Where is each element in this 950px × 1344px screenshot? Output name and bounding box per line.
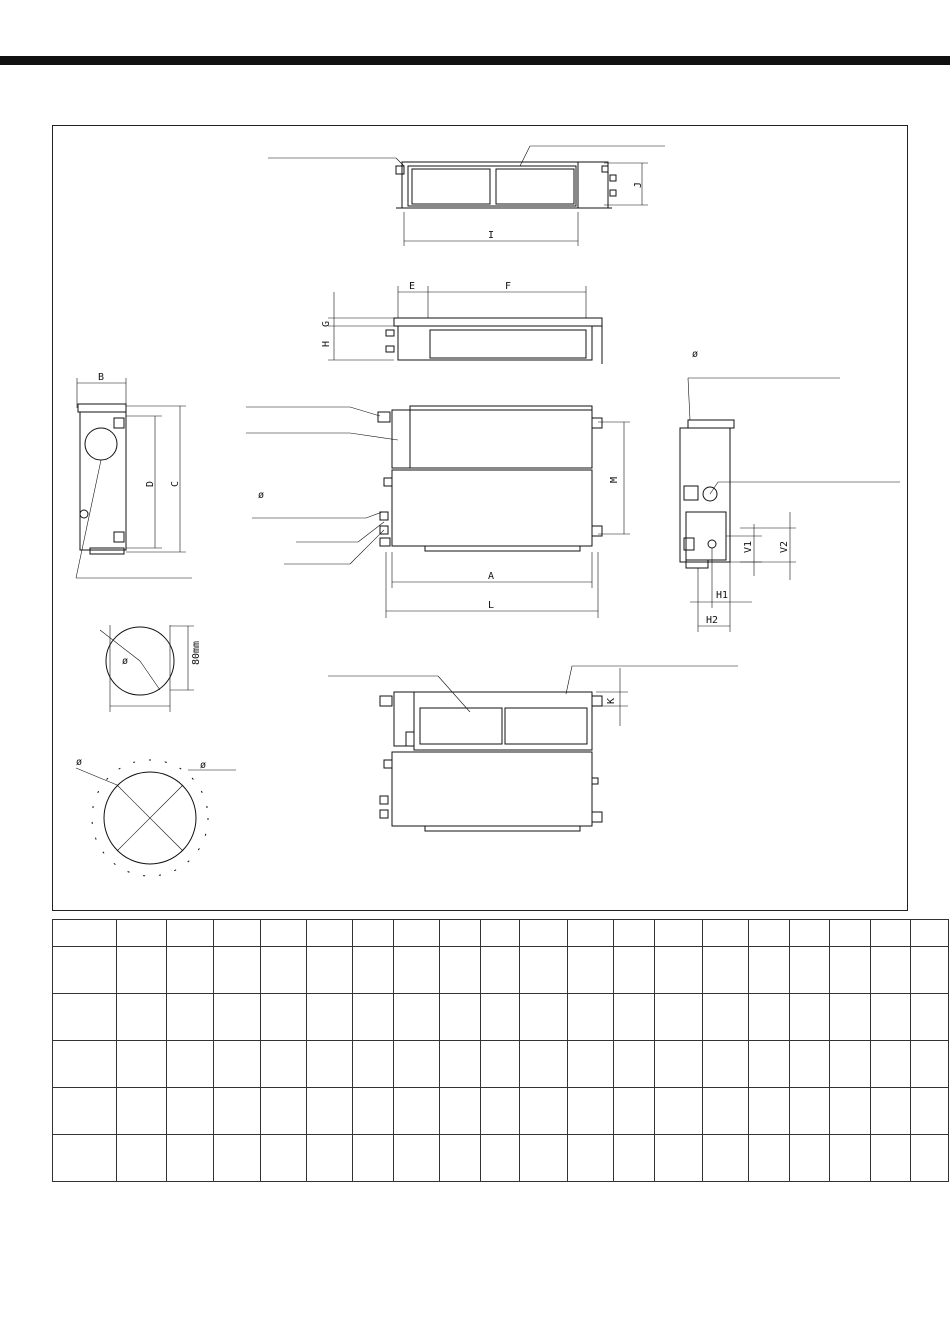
diameter-label-outlet: ø bbox=[258, 490, 265, 501]
table-row bbox=[53, 994, 949, 1041]
dim-label-i: I bbox=[488, 230, 495, 241]
table-cell bbox=[911, 920, 949, 947]
side-elevation-view bbox=[321, 281, 602, 364]
table-cell bbox=[440, 920, 481, 947]
dim-label-d: D bbox=[145, 480, 156, 487]
dim-label-l: L bbox=[488, 600, 495, 611]
table-cell bbox=[440, 1041, 481, 1088]
table-cell bbox=[568, 1135, 614, 1182]
dim-label-h1: H1 bbox=[716, 590, 729, 601]
dim-label-v2: V2 bbox=[779, 540, 790, 553]
dim-label-g: G bbox=[321, 320, 332, 327]
table-cell bbox=[117, 1088, 167, 1135]
table-cell bbox=[790, 994, 830, 1041]
table-cell bbox=[481, 1041, 520, 1088]
table-cell bbox=[307, 1135, 353, 1182]
table-cell bbox=[520, 1088, 568, 1135]
table-cell bbox=[261, 1135, 307, 1182]
table-cell bbox=[481, 1135, 520, 1182]
table-cell bbox=[655, 1088, 703, 1135]
table-cell bbox=[167, 1041, 214, 1088]
dim-label-j: J bbox=[633, 181, 644, 188]
table-cell bbox=[655, 1135, 703, 1182]
table-cell bbox=[167, 1135, 214, 1182]
diameter-label-drain: ø bbox=[692, 349, 699, 360]
table-cell bbox=[568, 947, 614, 994]
dim-label-h: H bbox=[321, 340, 332, 347]
table-cell bbox=[568, 1088, 614, 1135]
table-cell bbox=[568, 1041, 614, 1088]
table-cell bbox=[394, 994, 440, 1041]
dim-label-b: B bbox=[98, 372, 105, 383]
right-side-view bbox=[680, 349, 900, 632]
left-side-view bbox=[76, 372, 192, 578]
table-row bbox=[53, 947, 949, 994]
table-cell bbox=[117, 920, 167, 947]
table-cell bbox=[520, 947, 568, 994]
table-cell bbox=[261, 1088, 307, 1135]
table-cell bbox=[614, 1135, 655, 1182]
dim-label-m: M bbox=[609, 476, 620, 483]
table-cell bbox=[307, 994, 353, 1041]
table-cell bbox=[117, 1041, 167, 1088]
table-cell bbox=[353, 994, 394, 1041]
table-cell bbox=[790, 947, 830, 994]
table-cell bbox=[214, 1088, 261, 1135]
table-cell bbox=[307, 947, 353, 994]
table-cell bbox=[614, 920, 655, 947]
table-cell bbox=[167, 920, 214, 947]
bottom-filter-view bbox=[328, 666, 738, 831]
table-cell bbox=[117, 947, 167, 994]
table-cell bbox=[307, 1088, 353, 1135]
table-cell bbox=[568, 920, 614, 947]
table-cell bbox=[614, 1041, 655, 1088]
table-cell bbox=[353, 1088, 394, 1135]
table-cell bbox=[614, 947, 655, 994]
table-cell bbox=[394, 920, 440, 947]
table-row bbox=[53, 1135, 949, 1182]
table-cell bbox=[911, 947, 949, 994]
table-cell bbox=[481, 947, 520, 994]
dim-label-h2: H2 bbox=[706, 615, 719, 626]
table-cell bbox=[53, 1088, 117, 1135]
table-cell bbox=[394, 947, 440, 994]
table-cell bbox=[830, 947, 871, 994]
table-cell bbox=[911, 994, 949, 1041]
table-cell bbox=[117, 1135, 167, 1182]
table-cell bbox=[214, 1041, 261, 1088]
duct-height-label: 80mm bbox=[191, 640, 202, 665]
table-cell bbox=[53, 1135, 117, 1182]
table-cell bbox=[353, 920, 394, 947]
table-cell bbox=[703, 1041, 749, 1088]
diameter-label-outer: ø bbox=[76, 757, 83, 768]
table-cell bbox=[440, 1135, 481, 1182]
table-cell bbox=[53, 920, 117, 947]
dim-label-f: F bbox=[505, 281, 512, 292]
table-cell bbox=[749, 947, 790, 994]
table-cell bbox=[830, 920, 871, 947]
table-cell bbox=[830, 1041, 871, 1088]
table-cell bbox=[214, 947, 261, 994]
table-cell bbox=[481, 994, 520, 1041]
table-cell bbox=[703, 920, 749, 947]
table-cell bbox=[440, 1088, 481, 1135]
top-filter-view bbox=[268, 146, 665, 246]
table-cell bbox=[353, 1041, 394, 1088]
table-cell bbox=[481, 1088, 520, 1135]
large-flange-view bbox=[76, 757, 236, 876]
table-cell bbox=[520, 994, 568, 1041]
table-cell bbox=[655, 994, 703, 1041]
dim-label-a: A bbox=[488, 571, 495, 582]
table-cell bbox=[261, 920, 307, 947]
dim-label-e: E bbox=[409, 281, 416, 292]
table-cell bbox=[481, 920, 520, 947]
table-cell bbox=[871, 1041, 911, 1088]
table-cell bbox=[614, 994, 655, 1041]
table-cell bbox=[614, 1088, 655, 1135]
table-cell bbox=[790, 1041, 830, 1088]
table-cell bbox=[655, 947, 703, 994]
table-cell bbox=[871, 947, 911, 994]
duct-flange-view bbox=[100, 625, 202, 712]
table-row bbox=[53, 1088, 949, 1135]
table-cell bbox=[53, 994, 117, 1041]
table-cell bbox=[830, 994, 871, 1041]
table-cell bbox=[307, 920, 353, 947]
table-cell bbox=[911, 1041, 949, 1088]
table-cell bbox=[353, 1135, 394, 1182]
dim-label-v1: V1 bbox=[743, 540, 754, 553]
front-view bbox=[246, 406, 630, 618]
table-cell bbox=[167, 994, 214, 1041]
table-cell bbox=[167, 1088, 214, 1135]
table-cell bbox=[790, 920, 830, 947]
table-cell bbox=[911, 1088, 949, 1135]
table-cell bbox=[830, 1135, 871, 1182]
table-cell bbox=[520, 1135, 568, 1182]
table-cell bbox=[703, 1135, 749, 1182]
table-cell bbox=[749, 1088, 790, 1135]
dim-label-c: C bbox=[170, 480, 181, 487]
table-cell bbox=[871, 994, 911, 1041]
table-cell bbox=[703, 947, 749, 994]
table-cell bbox=[440, 994, 481, 1041]
table-cell bbox=[703, 994, 749, 1041]
table-cell bbox=[871, 1088, 911, 1135]
table-cell bbox=[790, 1135, 830, 1182]
table-cell bbox=[53, 947, 117, 994]
table-cell bbox=[440, 947, 481, 994]
table-cell bbox=[261, 947, 307, 994]
table-cell bbox=[520, 920, 568, 947]
table-cell bbox=[655, 1041, 703, 1088]
table-cell bbox=[749, 1041, 790, 1088]
table-cell bbox=[749, 994, 790, 1041]
table-cell bbox=[214, 994, 261, 1041]
table-cell bbox=[749, 920, 790, 947]
table-cell bbox=[871, 1135, 911, 1182]
table-cell bbox=[394, 1135, 440, 1182]
table-row bbox=[53, 1041, 949, 1088]
table-row bbox=[53, 920, 949, 947]
table-cell bbox=[307, 1041, 353, 1088]
table-cell bbox=[167, 947, 214, 994]
table-cell bbox=[790, 1088, 830, 1135]
table-cell bbox=[655, 920, 703, 947]
dim-label-k: K bbox=[606, 697, 617, 704]
dimension-table bbox=[52, 919, 949, 1182]
table-cell bbox=[261, 994, 307, 1041]
table-cell bbox=[117, 994, 167, 1041]
diameter-label-duct: ø bbox=[122, 656, 129, 667]
table-cell bbox=[911, 1135, 949, 1182]
table-cell bbox=[214, 920, 261, 947]
table-cell bbox=[214, 1135, 261, 1182]
table-cell bbox=[394, 1041, 440, 1088]
table-cell bbox=[394, 1088, 440, 1135]
table-cell bbox=[261, 1041, 307, 1088]
table-cell bbox=[830, 1088, 871, 1135]
table-cell bbox=[703, 1088, 749, 1135]
table-cell bbox=[53, 1041, 117, 1088]
table-cell bbox=[353, 947, 394, 994]
table-cell bbox=[568, 994, 614, 1041]
table-cell bbox=[871, 920, 911, 947]
diameter-label-inner: ø bbox=[200, 760, 207, 771]
table-cell bbox=[749, 1135, 790, 1182]
table-cell bbox=[520, 1041, 568, 1088]
